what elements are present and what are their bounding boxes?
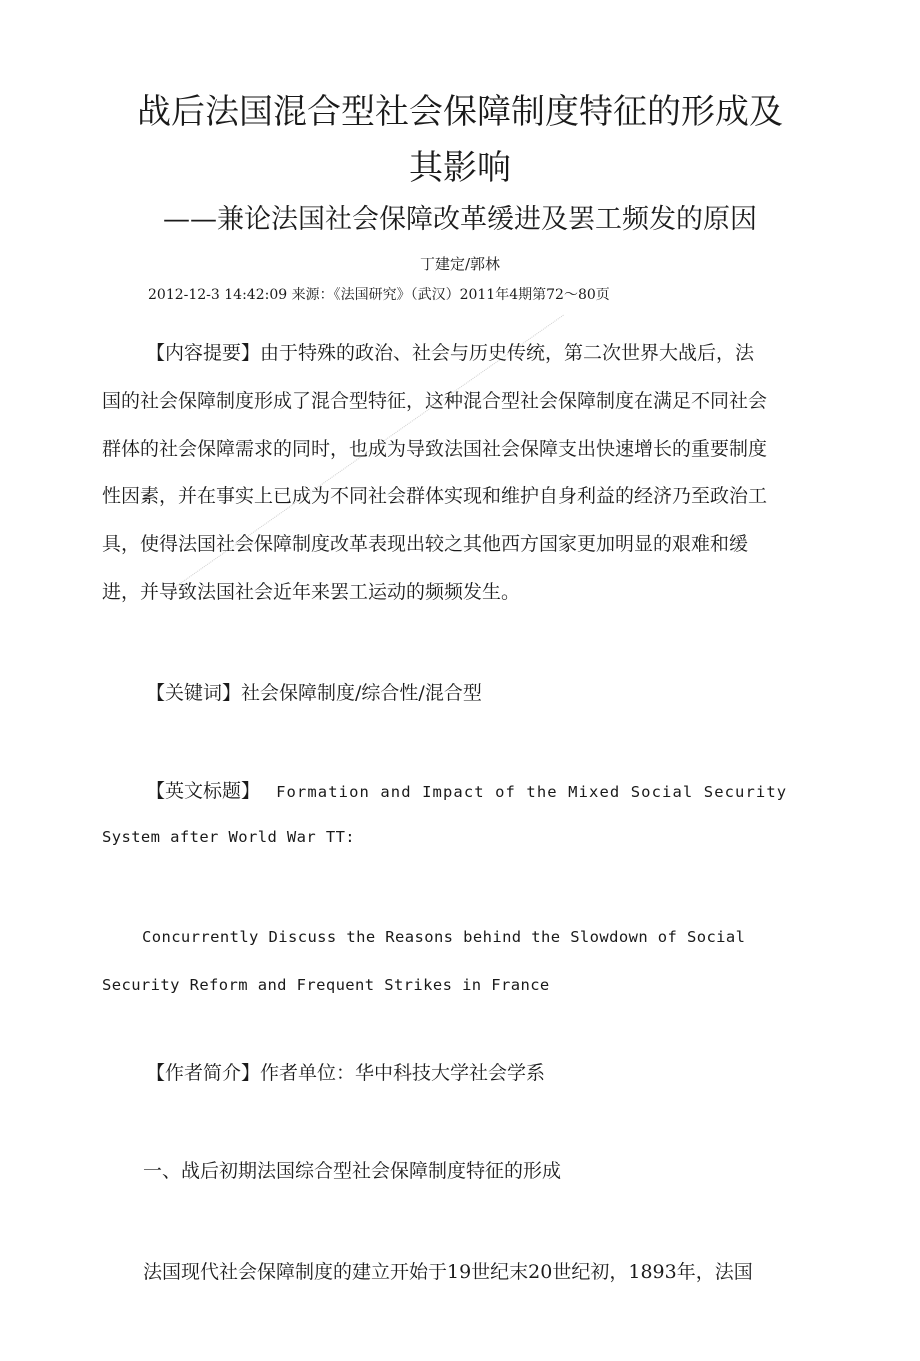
authors: 丁建定/郭林 xyxy=(419,255,501,273)
author-intro xyxy=(146,1058,545,1085)
author-intro-label: 【作者简介】 xyxy=(146,1062,261,1084)
abstract-line: 性因素，并在事实上已成为不同社会群体实现和维护自身利益的经济乃至政治工 xyxy=(102,485,768,508)
publication-meta: 2012-12-3 14:42:09 来源：《法国研究》（武汉）2011年4期第72～80页 xyxy=(148,287,610,303)
article-title-line2: 其影响 xyxy=(409,148,511,188)
english-title-label: 【英文标题】 xyxy=(146,780,261,802)
abstract-line: 【内容提要】由于特殊的政治、社会与历史传统，第二次世界大战后，法 xyxy=(146,342,755,364)
abstract xyxy=(102,330,802,617)
body-paragraph-start: 法国现代社会保障制度的建立开始于19世纪末20世纪初，1893年，法国 xyxy=(143,1261,753,1283)
section-heading: 一、战后初期法国综合型社会保障制度特征的形成 xyxy=(143,1160,562,1182)
abstract-line: 具，使得法国社会保障制度改革表现出较之其他西方国家更加明显的艰难和缓 xyxy=(102,533,749,556)
keywords-value: 社会保障制度/综合性/混合型 xyxy=(241,682,482,704)
article-title-line1: 战后法国混合型社会保障制度特征的形成及 xyxy=(137,92,783,132)
keywords-label: 【关键词】 xyxy=(146,682,242,704)
english-title-line4: Security Reform and Frequent Strikes in France xyxy=(102,976,550,994)
english-title-line2: System after World War TT: xyxy=(102,828,356,846)
article-subtitle: ——兼论法国社会保障改革缓进及罢工频发的原因 xyxy=(163,204,757,235)
abstract-line: 进，并导致法国社会近年来罢工运动的频频发生。 xyxy=(102,580,521,603)
keywords xyxy=(146,678,482,705)
english-title-line3: Concurrently Discuss the Reasons behind the Slowdown of Social xyxy=(142,928,746,946)
abstract-line: 群体的社会保障需求的同时，也成为导致法国社会保障支出快速增长的重要制度 xyxy=(102,437,768,460)
abstract-line: 国的社会保障制度形成了混合型特征，这种混合型社会保障制度在满足不同社会 xyxy=(102,389,768,412)
english-title-line1: Formation and Impact of the Mixed Social Security xyxy=(276,783,788,801)
english-title-row1 xyxy=(146,776,787,803)
author-intro-value: 作者单位：华中科技大学社会学系 xyxy=(260,1062,546,1084)
